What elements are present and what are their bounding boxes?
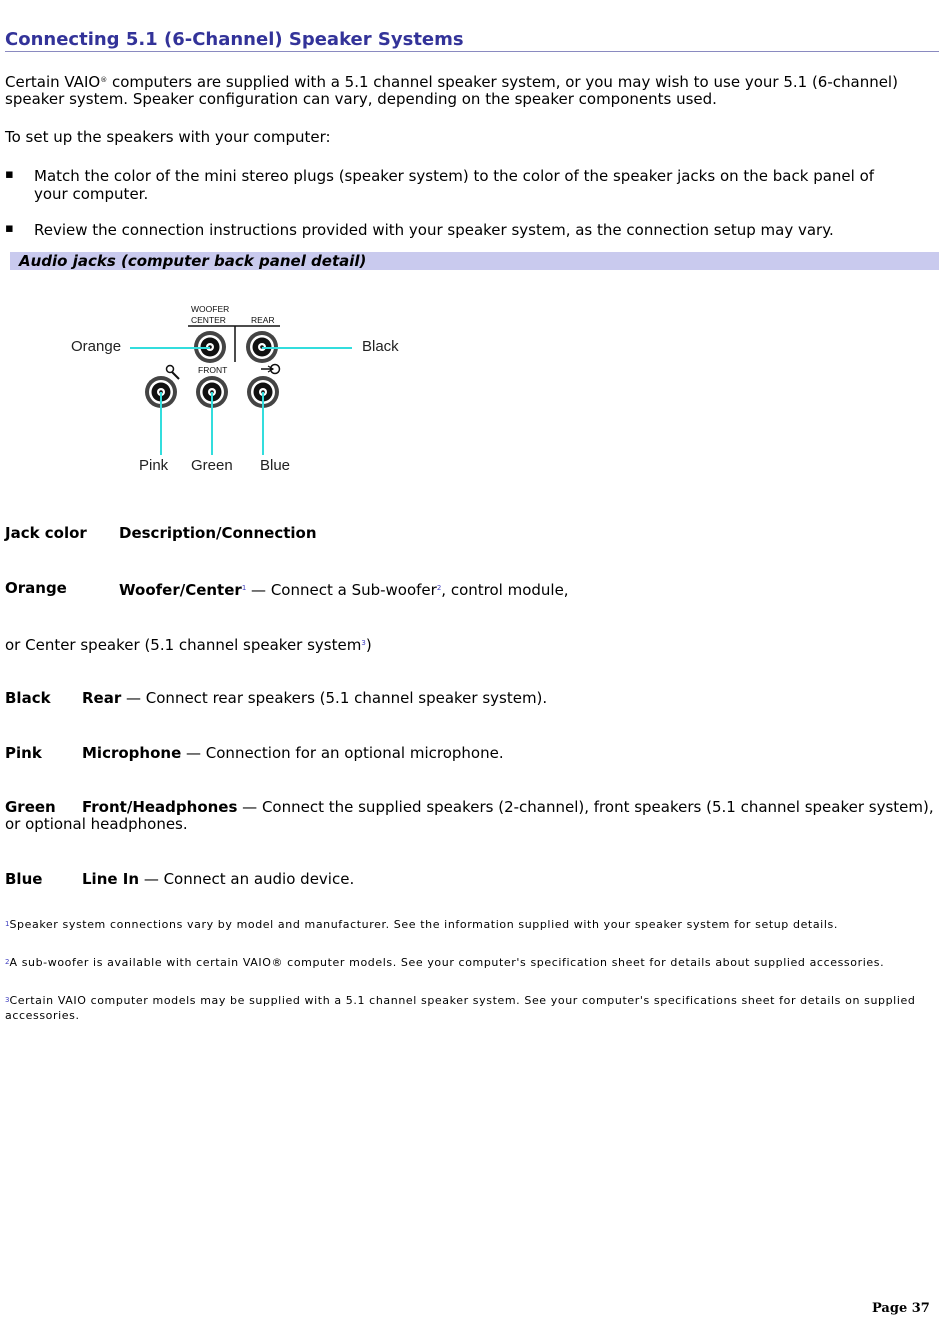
figure-caption-band: [10, 252, 939, 270]
bullet-item-2: ▪ Review the connection instructions provided with your speaker system, as the connection setup may vary.: [5, 221, 834, 239]
orange-label: Orange: [71, 338, 122, 355]
jack-desc-blue: Line In — Connect an audio device.: [82, 870, 355, 888]
bullet-item-1: ▪ Match the color of the mini stereo plugs (speaker system) to the color of the speaker jacks on the back panel of your computer.: [5, 167, 875, 203]
jack-desc-pink: Microphone — Connection for an optional microphone.: [82, 744, 504, 762]
page-number: Page 37: [872, 1301, 930, 1316]
microphone-icon: [167, 366, 180, 380]
rear-label: REAR: [251, 315, 275, 325]
footnote-3: $^3$Certain VAIO computer models may be supplied with a 5.1 channel speaker system. See your computer's specifications sheet for details on supplied accessories.: [5, 994, 916, 1022]
line-in-icon: [261, 365, 280, 374]
jack-color-green: Green: [5, 798, 56, 816]
registered-mark: ®: [100, 76, 108, 84]
bullet-icon: ▪: [5, 167, 14, 182]
footnote-ref-1[interactable]: 1: [241, 584, 247, 592]
audio-jacks-diagram: [0, 290, 460, 490]
bullet-icon: ▪: [5, 221, 14, 236]
footnote-ref-2[interactable]: 2: [436, 584, 442, 592]
black-label: Black: [362, 338, 399, 355]
page-title: Connecting 5.1 (6-Channel) Speaker Systems: [5, 29, 939, 52]
jack-color-blue: Blue: [5, 870, 43, 888]
jack-desc-orange: Woofer/Center$^1$ — Connect a Sub-woofer$^2$, control module,: [119, 581, 569, 599]
setup-intro: To set up the speakers with your computer:: [5, 128, 331, 146]
green-label: Green: [191, 457, 233, 474]
jack-color-black: Black: [5, 689, 51, 707]
blue-label: Blue: [260, 457, 291, 474]
jack-desc-orange-continued: or Center speaker (5.1 channel speaker system$^3$): [5, 636, 372, 654]
jack-desc-black: Rear — Connect rear speakers (5.1 channel speaker system).: [82, 689, 548, 707]
woofer-label: WOOFER: [191, 304, 230, 314]
front-label: FRONT: [198, 365, 228, 375]
footnote-2: $^2$A sub-woofer is available with certain VAIO® computer models. See your computer's specification sheet for details about supplied accessories.: [5, 956, 885, 969]
table-header-color: Jack color: [5, 524, 87, 542]
table-header-description: Description/Connection: [119, 524, 317, 542]
jack-color-pink: Pink: [5, 744, 42, 762]
jack-color-orange: Orange: [5, 579, 67, 597]
center-label: CENTER: [191, 315, 226, 325]
footnote-ref-3[interactable]: 3: [361, 639, 366, 647]
figure-caption: Audio jacks (computer back panel detail): [19, 252, 367, 270]
pink-label: Pink: [139, 457, 169, 474]
intro-paragraph: Certain VAIO® computers are supplied with a 5.1 channel speaker system, or you may wish to use your 5.1 (6-channel) speaker system. Speaker configuration can vary, depending on the speaker components used.: [5, 73, 898, 108]
footnote-1: $^1$Speaker system connections vary by model and manufacturer. See the information supplied with your speaker system for setup details.: [5, 918, 838, 931]
jack-row-green: Green Front/Headphones — Connect the supplied speakers (2-channel), front speakers (5.1 channel speaker system), or optional headphones.: [5, 798, 934, 833]
